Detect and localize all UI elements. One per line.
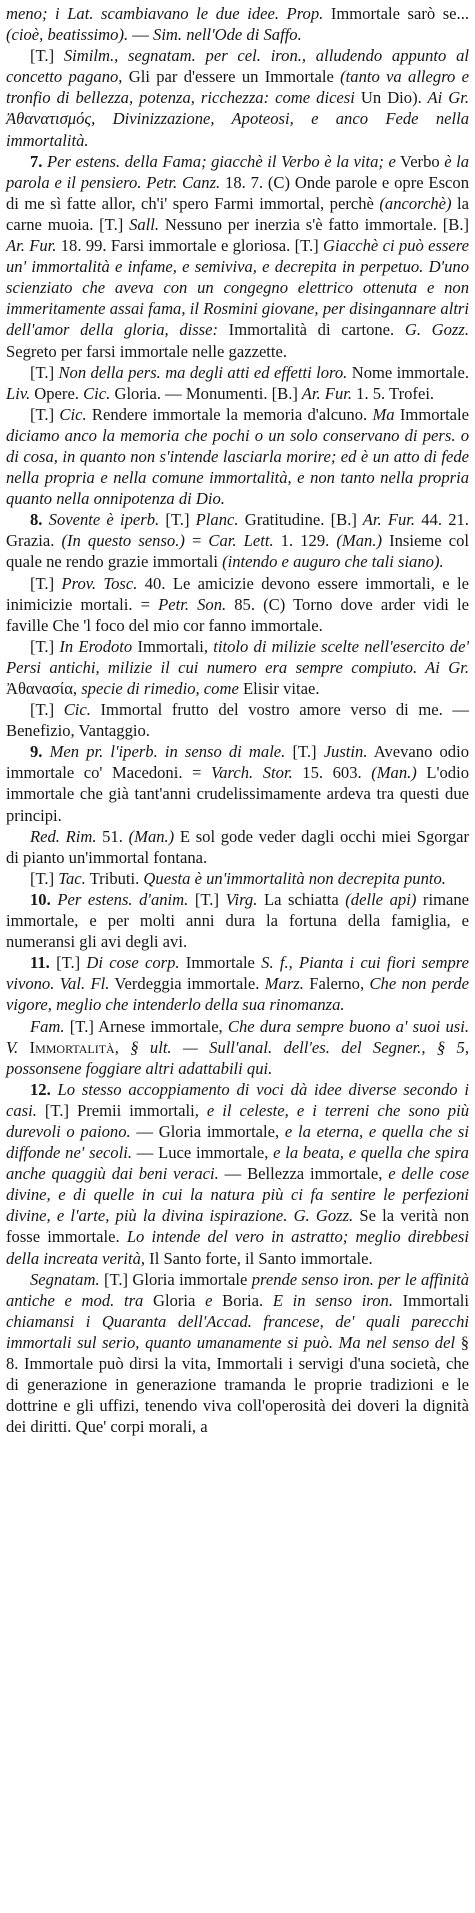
text-run: [T.] Gloria immortale	[99, 1269, 248, 1289]
text-run: Rendere immortale la memoria d'alcuno.	[86, 404, 368, 424]
text-run: [T.]	[30, 362, 55, 382]
text-run: Sall.	[123, 214, 160, 234]
entry-paragraph	[6, 509, 469, 572]
text-run: Petr. Son.	[150, 594, 227, 614]
text-run: Marz.	[259, 974, 304, 994]
text-run: Virg.	[219, 889, 258, 909]
text-run: 1. 129.	[273, 531, 330, 551]
text-run: [T.] Premii immortali,	[36, 1100, 199, 1120]
text-run: 18. 99. Farsi immortale e gloriosa. [T.]	[56, 236, 319, 256]
entry-paragraph	[6, 826, 469, 868]
text-run: 1. 5. Trofei.	[352, 383, 435, 403]
text-run: § 8. Immortale può dirsi la vita, Immortali i servigi d'una società, che di generazione in generazione tramanda le proprie tradizioni e le dottrine e gli uffizi, tenendo viva coll'operosità dei doveri la dignità dei diritti. Que' corpi morali, a	[6, 1332, 469, 1437]
text-run: Cic.	[54, 700, 91, 720]
entry-paragraph	[6, 404, 469, 509]
text-run: [T.]	[49, 953, 81, 973]
text-run: Sovente è iperb.	[42, 510, 160, 530]
text-run: Sim. nell'Ode di Saffo.	[148, 25, 302, 45]
text-run: L'odio immortale che già tant'anni crudelissimamente ardeva tra questi due principi.	[6, 763, 470, 825]
text-run: Segreto per farsi immortale nelle gazzette.	[6, 341, 288, 361]
text-run: (intendo e auguro che tali siano).	[217, 552, 444, 572]
text-run: chiamansi i Quaranta dell'Accad. francese, de' quali parecchi immortali sul serio, quanto umanamente si può. Ma nel senso del	[6, 1311, 469, 1352]
text-run: Per estens. della Fama; giacchè il Verbo è la vita; e	[42, 151, 396, 171]
text-run: La schiatta	[257, 889, 339, 909]
text-run: rimane immortale, e per molti anni dura la fortuna della famiglia, e numeransi gli avi degli avi.	[6, 889, 469, 952]
text-run: Gli par d'essere un Immortale	[122, 67, 334, 87]
text-run: Giacchè ci può essere un' immortalità e infame, e semiviva, e decrepita in perpetuo. D'uno scienziato che aveva con un congegno elettrico ottenuta e non immeritamente assai fama, il Rosmini giovane, per disingannare altri dell'amor della gloria, disse:	[6, 236, 469, 340]
text-run: Elisir vitae.	[238, 679, 320, 698]
text-run: — Bellezza immortale,	[218, 1164, 383, 1184]
text-run: Cic.	[54, 404, 87, 424]
entry-paragraph	[6, 151, 469, 362]
text-run: 7.	[30, 151, 43, 171]
text-run: — Gloria immortale,	[130, 1121, 280, 1141]
text-run: titolo di milizie scelte nell'esercito de' Persi antichi, milizie il cui numero era sempre compiuto. Ai Gr.	[6, 636, 469, 677]
text-run: [T.]	[30, 573, 55, 593]
text-run: Car. Lett.	[201, 531, 274, 551]
text-run: Planc.	[189, 510, 239, 530]
text-run: G. Gozz.	[287, 1206, 354, 1226]
text-run: Gloria. — Monumenti. [B.]	[110, 383, 298, 403]
text-run: e	[195, 1290, 213, 1310]
text-run: Boria.	[212, 1290, 264, 1310]
entry-paragraph	[6, 1079, 469, 1269]
text-run: è la parola e il pensiero. Petr. Canz.	[6, 151, 469, 192]
text-run: Insieme col quale ne rendo grazie immortali	[6, 531, 469, 572]
text-run: Ar. Fur.	[6, 236, 57, 256]
text-run: [T.]	[30, 404, 55, 424]
text-run: Ar. Fur.	[356, 510, 416, 530]
text-run: Cic.	[78, 383, 111, 403]
text-run: Ai Gr. Ἀθανατισμός, Divinizzazione, Apoteosi, e anco Fede nella immortalità.	[6, 88, 469, 150]
text-run: prende senso iron. per le affinità antiche e mod. tra	[6, 1269, 469, 1310]
text-run: Ἀθανασία,	[6, 679, 78, 698]
text-run: Non della pers. ma degli atti ed effetti loro.	[54, 362, 348, 382]
text-run: [T.]	[188, 889, 219, 909]
text-run: In Erodoto	[54, 636, 133, 656]
text-run: (In questo senso.)	[54, 531, 185, 551]
entry-paragraph	[6, 952, 469, 1015]
text-run: E sol gode veder dagli occhi miei Sgorgar di pianto un'immortal fontana.	[6, 826, 470, 867]
text-run: Che dura sempre buono a' suoi usi. V.	[6, 1016, 469, 1057]
text-run: Immortalità,	[18, 1037, 119, 1057]
text-run: Di cose corp.	[80, 953, 180, 973]
text-run: Segnatam.	[30, 1269, 100, 1289]
text-run: Opere.	[30, 383, 79, 403]
text-run: Avevano odio immortale co' Macedoni. =	[6, 742, 469, 783]
text-run: (delle api)	[338, 889, 417, 909]
text-run: (Man.)	[329, 531, 382, 551]
text-run: meno; i Lat. scambiavano le due idee. Prop.	[6, 4, 324, 23]
text-run: [T.]	[285, 742, 317, 762]
text-run: Prov. Tosc.	[54, 573, 138, 593]
text-run: — Luce immortale,	[131, 1143, 269, 1163]
text-run: 12.	[30, 1079, 51, 1099]
text-run: 9.	[30, 742, 43, 762]
text-run: Liv.	[6, 383, 31, 403]
text-run: Tac.	[54, 868, 86, 888]
text-run: § ult. — Sull'anal. dell'es. del Segner., § 5, possonsene foggiare altri adattabili qui.	[6, 1037, 469, 1078]
text-run: (cioè, beatissimo).	[6, 25, 129, 45]
text-run: 51.	[96, 826, 123, 846]
entry-paragraph	[6, 699, 469, 741]
entry-paragraph	[6, 636, 469, 699]
text-run: Tributi.	[85, 868, 140, 888]
text-run: Immortal frutto del vostro amore verso di me. — Benefizio, Vantaggio.	[6, 700, 470, 741]
text-run: Immortale sarò se...	[323, 4, 469, 23]
text-run: Justin.	[316, 742, 368, 762]
text-run: —	[128, 25, 149, 45]
entry-paragraph	[6, 573, 469, 636]
text-run: Gratitudine. [B.]	[238, 510, 357, 530]
entry-paragraph	[6, 1269, 469, 1438]
text-run: Lo stesso accoppiamento di voci dà idee diverse secondo i casi.	[6, 1079, 469, 1120]
text-run: [T.] Arnese immortale,	[64, 1016, 223, 1036]
text-run: Nome immortale.	[347, 362, 469, 382]
text-run: Ar. Fur.	[297, 383, 353, 403]
text-run: specie di rimedio, come	[77, 679, 239, 698]
text-run: (Man.)	[361, 763, 417, 783]
entry-paragraph	[6, 1016, 469, 1079]
entry-paragraph	[6, 362, 469, 404]
text-run: (tanto va allegro e tronfio di bellezza, potenza, ricchezza: come dicesi	[6, 67, 470, 108]
text-run: Per estens. d'anim.	[50, 889, 189, 909]
text-run: 44. 21. Grazia.	[6, 510, 469, 551]
text-run: (ancorchè)	[373, 193, 452, 213]
text-run: [T.]	[30, 700, 55, 720]
text-run: Ma	[367, 404, 395, 424]
text-run: Verbo	[395, 151, 440, 171]
text-run: Immortale	[394, 404, 470, 424]
text-run: e la eterna, e quella che si diffonde ne' secoli.	[6, 1121, 469, 1163]
text-run: Che non perde vigore, meglio che intenderlo della sua rinomanza.	[6, 974, 469, 1015]
entry-paragraph	[6, 741, 469, 825]
text-run: Un Dio).	[354, 88, 422, 108]
text-run: [T.]	[30, 636, 55, 656]
text-run: 15. 603.	[292, 763, 362, 783]
entry-paragraph	[6, 889, 469, 952]
text-run: Immortalità di cartone.	[218, 320, 395, 340]
text-run: 8.	[30, 510, 43, 530]
text-run: S. f., Pianta i cui fiori sempre vivono. Val. Fl.	[6, 953, 469, 994]
text-run: =	[184, 531, 202, 551]
entry-paragraph	[6, 868, 469, 889]
text-run: Lo intende del vero in astratto; meglio direbbesi della increata verità,	[6, 1227, 469, 1268]
text-run: Nessuno per inerzia s'è fatto immortale. [B.]	[159, 214, 469, 234]
text-run: [T.]	[30, 868, 55, 888]
text-run: E in senso iron.	[263, 1290, 393, 1310]
text-run: Similm., segnatam. per cel. iron., alludendo appunto al concetto pagano,	[6, 46, 469, 87]
text-run: Immortali,	[132, 636, 208, 656]
text-run: [T.]	[159, 510, 190, 530]
text-run: 40. Le amicizie devono essere immortali, e le inimicizie mortali. =	[6, 573, 469, 614]
text-run: Se la verità non fosse immortale.	[6, 1206, 469, 1247]
text-run: Verdeggia immortale.	[109, 974, 260, 994]
text-run: 18. 7. (C) Onde parole e opre Escon di me sì fatte allor, ch'i' spero Farmi immortal, perchè	[6, 172, 469, 213]
text-run: Il Santo forte, il Santo immortale.	[145, 1248, 373, 1268]
text-run: e il celeste, e i terreni che sono più durevoli o paiono.	[6, 1100, 470, 1141]
text-run: G. Gozz.	[394, 320, 469, 340]
text-run: Falerno,	[303, 974, 365, 994]
entry-paragraph	[6, 3, 469, 45]
text-run: 10.	[30, 889, 51, 909]
text-run: (Man.)	[122, 826, 175, 846]
entry-paragraph	[6, 45, 469, 150]
text-run: Gloria	[143, 1290, 196, 1310]
text-run: e la beata, e quella che spira anche quaggiù dai beni veraci.	[6, 1143, 469, 1184]
text-run: Varch. Stor.	[201, 763, 293, 783]
text-run: e delle cose divine, e di quelle in cui la natura più ci fa sentire le perfezioni divine, e l'arte, più la divina ispirazione.	[6, 1164, 470, 1226]
text-run: [T.]	[30, 46, 55, 66]
text-run: 85. (C) Torno dove arder vidi le faville Che 'l foco del mio cor fanno immortale.	[6, 594, 469, 635]
text-run: Men pr. l'iperb. in senso di male.	[42, 742, 286, 762]
text-run: Immortale	[179, 953, 255, 973]
text-run: Questa è un'immortalità non decrepita punto.	[139, 868, 446, 888]
text-run: 11.	[30, 953, 50, 973]
text-run: diciamo anco la memoria che pochi o un solo conservano di pers. o di cosa, in quanto non s'intende lasciarla morire; ed è un atto di fede nella propria e nella comune immortalità, e non tanto nella propria quanto nella onnipotenza di Dio.	[6, 425, 469, 509]
text-run: Red. Rim.	[30, 826, 97, 846]
text-run: Immortali	[392, 1290, 470, 1310]
text-run: la carne muoia. [T.]	[6, 193, 470, 234]
text-run: Fam.	[30, 1016, 65, 1036]
